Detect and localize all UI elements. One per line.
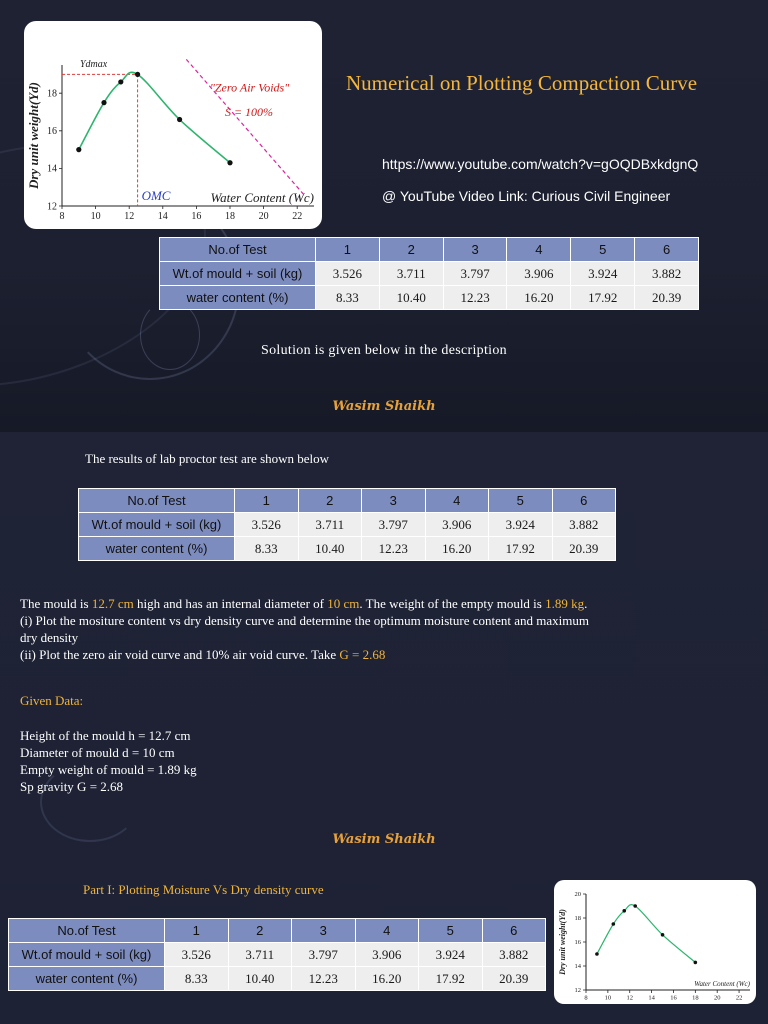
problem-statement bbox=[20, 595, 700, 663]
table-cell: 8.33 bbox=[235, 537, 299, 561]
table-header-cell: 1 bbox=[316, 238, 380, 262]
table-row bbox=[160, 286, 699, 310]
table-row-label: Wt.of mould + soil (kg) bbox=[9, 943, 165, 967]
y-axis-label: Dry unit weight(Υd) bbox=[558, 909, 567, 975]
table-header-cell: 4 bbox=[355, 919, 419, 943]
table-cell: 12.23 bbox=[292, 967, 356, 991]
table-cell: 17.92 bbox=[571, 286, 635, 310]
compaction-curve bbox=[597, 905, 695, 963]
omc-label: OMC bbox=[141, 188, 171, 203]
table-row bbox=[79, 537, 616, 561]
given-item: Height of the mould h = 12.7 cm bbox=[20, 728, 191, 743]
x-tick-label: 10 bbox=[604, 994, 612, 1002]
x-tick-label: 20 bbox=[258, 211, 269, 222]
table-cell: 3.711 bbox=[228, 943, 292, 967]
table-cell: 3.924 bbox=[419, 943, 483, 967]
table-row bbox=[79, 513, 616, 537]
x-tick-label: 10 bbox=[90, 211, 101, 222]
y-tick-label: 12 bbox=[47, 201, 57, 213]
mould-height-value: 12.7 cm bbox=[91, 596, 134, 611]
table-header-cell: 2 bbox=[228, 919, 292, 943]
compaction-chart-card bbox=[24, 21, 322, 229]
y-axis-label: Dry unit weight(Υd) bbox=[26, 82, 41, 189]
table-cell: 8.33 bbox=[316, 286, 380, 310]
x-tick-label: 16 bbox=[191, 211, 202, 222]
proctor-table-body bbox=[78, 488, 616, 561]
problem-part-i: (i) Plot the mositure content vs dry density curve and determine the optimum moisture content and maximum dry density bbox=[20, 613, 589, 645]
table-row-label: water content (%) bbox=[160, 286, 316, 310]
table-header-cell: 4 bbox=[507, 238, 571, 262]
youtube-video-link[interactable]: @ YouTube Video Link: Curious Civil Engineer bbox=[382, 188, 671, 204]
table-cell: 3.906 bbox=[425, 513, 489, 537]
table-cell: 3.906 bbox=[355, 943, 419, 967]
problem-part-ii: (ii) Plot the zero air void curve and 10% air void curve. Take bbox=[20, 647, 340, 662]
hero-slide bbox=[0, 0, 768, 432]
x-tick-label: 8 bbox=[59, 211, 65, 222]
part-i-title: Part I: Plotting Moisture Vs Dry density curve bbox=[83, 882, 324, 897]
table-cell: 8.33 bbox=[165, 967, 229, 991]
signature-hero: Wasim Shaikh bbox=[332, 399, 436, 414]
mould-diameter-value: 10 cm bbox=[327, 596, 360, 611]
youtube-url[interactable]: https://www.youtube.com/watch?v=gOQDBxkdgnQ bbox=[382, 156, 699, 172]
y-tick-label: 14 bbox=[574, 963, 581, 971]
x-tick-label: 22 bbox=[735, 994, 743, 1002]
x-axis-label: Water Content (Wc) bbox=[694, 980, 750, 988]
x-tick-label: 14 bbox=[648, 994, 655, 1002]
x-tick-label: 8 bbox=[584, 994, 588, 1002]
given-data-title: Given Data: bbox=[20, 693, 84, 708]
data-point bbox=[118, 79, 123, 84]
table-header-label: No.of Test bbox=[9, 919, 165, 943]
mould-weight-value: 1.89 kg bbox=[545, 596, 585, 611]
table-header-cell: 2 bbox=[298, 489, 362, 513]
s-100-label: S = 100% bbox=[224, 104, 274, 119]
compaction-curve-chart bbox=[24, 21, 322, 229]
specific-gravity-value: G = 2.68 bbox=[339, 647, 386, 662]
table-cell: 3.882 bbox=[552, 513, 616, 537]
data-point bbox=[622, 909, 626, 913]
problem-text-1: The mould is bbox=[20, 596, 92, 611]
table-header-cell: 6 bbox=[552, 489, 616, 513]
table-header-cell: 5 bbox=[489, 489, 553, 513]
problem-text-2: high and has an internal diameter of bbox=[133, 596, 328, 611]
table-cell: 17.92 bbox=[419, 967, 483, 991]
table-header-cell: 3 bbox=[362, 489, 426, 513]
solution-note: Solution is given below in the description bbox=[261, 343, 507, 358]
table-header-cell: 3 bbox=[443, 238, 507, 262]
small-compaction-chart bbox=[554, 880, 756, 1004]
small-chart-card bbox=[554, 880, 756, 1004]
table-header-label: No.of Test bbox=[79, 489, 235, 513]
table-header-cell: 1 bbox=[165, 919, 229, 943]
page-title: Numerical on Plotting Compaction Curve bbox=[346, 71, 698, 95]
table-cell: 3.906 bbox=[507, 262, 571, 286]
y-tick-label: 16 bbox=[47, 126, 57, 138]
table-row bbox=[9, 967, 546, 991]
table-row-label: Wt.of mould + soil (kg) bbox=[160, 262, 316, 286]
y-tick-label: 12 bbox=[574, 987, 581, 995]
table-cell: 12.23 bbox=[362, 537, 426, 561]
problem-text-4: . bbox=[584, 596, 588, 611]
given-item: Empty weight of mould = 1.89 kg bbox=[20, 762, 197, 777]
table-cell: 3.526 bbox=[316, 262, 380, 286]
table-header-cell: 1 bbox=[235, 489, 299, 513]
data-point bbox=[227, 160, 232, 165]
table-header-row bbox=[9, 919, 546, 943]
table-header-cell: 2 bbox=[379, 238, 443, 262]
table-cell: 3.882 bbox=[635, 262, 699, 286]
table-header-cell: 5 bbox=[571, 238, 635, 262]
table-header-cell: 6 bbox=[482, 919, 546, 943]
table-header-row bbox=[160, 238, 699, 262]
problem-text-3: . The weight of the empty mould is bbox=[359, 596, 546, 611]
given-item: Diameter of mould d = 10 cm bbox=[20, 745, 175, 760]
table-row-label: Wt.of mould + soil (kg) bbox=[79, 513, 235, 537]
data-point bbox=[135, 72, 140, 77]
table-cell: 3.711 bbox=[298, 513, 362, 537]
proctor-table-hero bbox=[159, 237, 699, 310]
x-axis-label: Water Content (Wc) bbox=[210, 190, 314, 205]
x-tick-label: 18 bbox=[225, 211, 235, 222]
data-point bbox=[595, 952, 599, 956]
data-point bbox=[633, 904, 637, 908]
zav-label: "Zero Air Voids" bbox=[209, 80, 290, 95]
ydmax-label: Υdmax bbox=[80, 59, 108, 70]
y-tick-label: 14 bbox=[47, 163, 57, 175]
proctor-table-part-i bbox=[8, 918, 546, 991]
table-header-label: No.of Test bbox=[160, 238, 316, 262]
table-cell: 3.526 bbox=[165, 943, 229, 967]
table-row-label: water content (%) bbox=[79, 537, 235, 561]
table-header-cell: 3 bbox=[292, 919, 356, 943]
signature-body: Wasim Shaikh bbox=[332, 832, 436, 847]
table-header-cell: 4 bbox=[425, 489, 489, 513]
given-item: Sp gravity G = 2.68 bbox=[20, 779, 124, 794]
data-point bbox=[101, 100, 106, 105]
table-cell: 3.797 bbox=[292, 943, 356, 967]
data-point bbox=[177, 117, 182, 122]
table-cell: 3.797 bbox=[443, 262, 507, 286]
compaction-curve bbox=[79, 72, 230, 162]
table-header-row bbox=[79, 489, 616, 513]
intro-text: The results of lab proctor test are shown below bbox=[85, 451, 330, 466]
x-tick-label: 12 bbox=[626, 994, 633, 1002]
table-cell: 3.526 bbox=[235, 513, 299, 537]
table-cell: 16.20 bbox=[507, 286, 571, 310]
table-cell: 17.92 bbox=[489, 537, 553, 561]
table-cell: 16.20 bbox=[355, 967, 419, 991]
x-tick-label: 18 bbox=[692, 994, 699, 1002]
x-tick-label: 20 bbox=[713, 994, 721, 1002]
x-tick-label: 14 bbox=[157, 211, 168, 222]
table-header-cell: 6 bbox=[635, 238, 699, 262]
table-cell: 10.40 bbox=[228, 967, 292, 991]
given-data-list bbox=[20, 727, 700, 795]
table-header-cell: 5 bbox=[419, 919, 483, 943]
table-cell: 12.23 bbox=[443, 286, 507, 310]
table-cell: 16.20 bbox=[425, 537, 489, 561]
table-cell: 3.711 bbox=[379, 262, 443, 286]
data-point bbox=[661, 933, 665, 937]
table-row-label: water content (%) bbox=[9, 967, 165, 991]
table-cell: 3.924 bbox=[571, 262, 635, 286]
table-cell: 3.882 bbox=[482, 943, 546, 967]
x-tick-label: 16 bbox=[670, 994, 677, 1002]
data-point bbox=[612, 922, 616, 926]
table-cell: 3.924 bbox=[489, 513, 553, 537]
y-tick-label: 18 bbox=[47, 88, 57, 100]
x-tick-label: 22 bbox=[292, 211, 303, 222]
x-tick-label: 12 bbox=[124, 211, 135, 222]
y-tick-label: 18 bbox=[574, 915, 581, 923]
table-cell: 20.39 bbox=[482, 967, 546, 991]
table-row bbox=[9, 943, 546, 967]
table-cell: 3.797 bbox=[362, 513, 426, 537]
data-point bbox=[76, 147, 81, 152]
table-cell: 20.39 bbox=[552, 537, 616, 561]
y-tick-label: 20 bbox=[574, 891, 581, 899]
table-cell: 10.40 bbox=[298, 537, 362, 561]
table-cell: 20.39 bbox=[635, 286, 699, 310]
table-row bbox=[160, 262, 699, 286]
table-cell: 10.40 bbox=[379, 286, 443, 310]
y-tick-label: 16 bbox=[574, 939, 581, 947]
data-point bbox=[694, 961, 698, 965]
